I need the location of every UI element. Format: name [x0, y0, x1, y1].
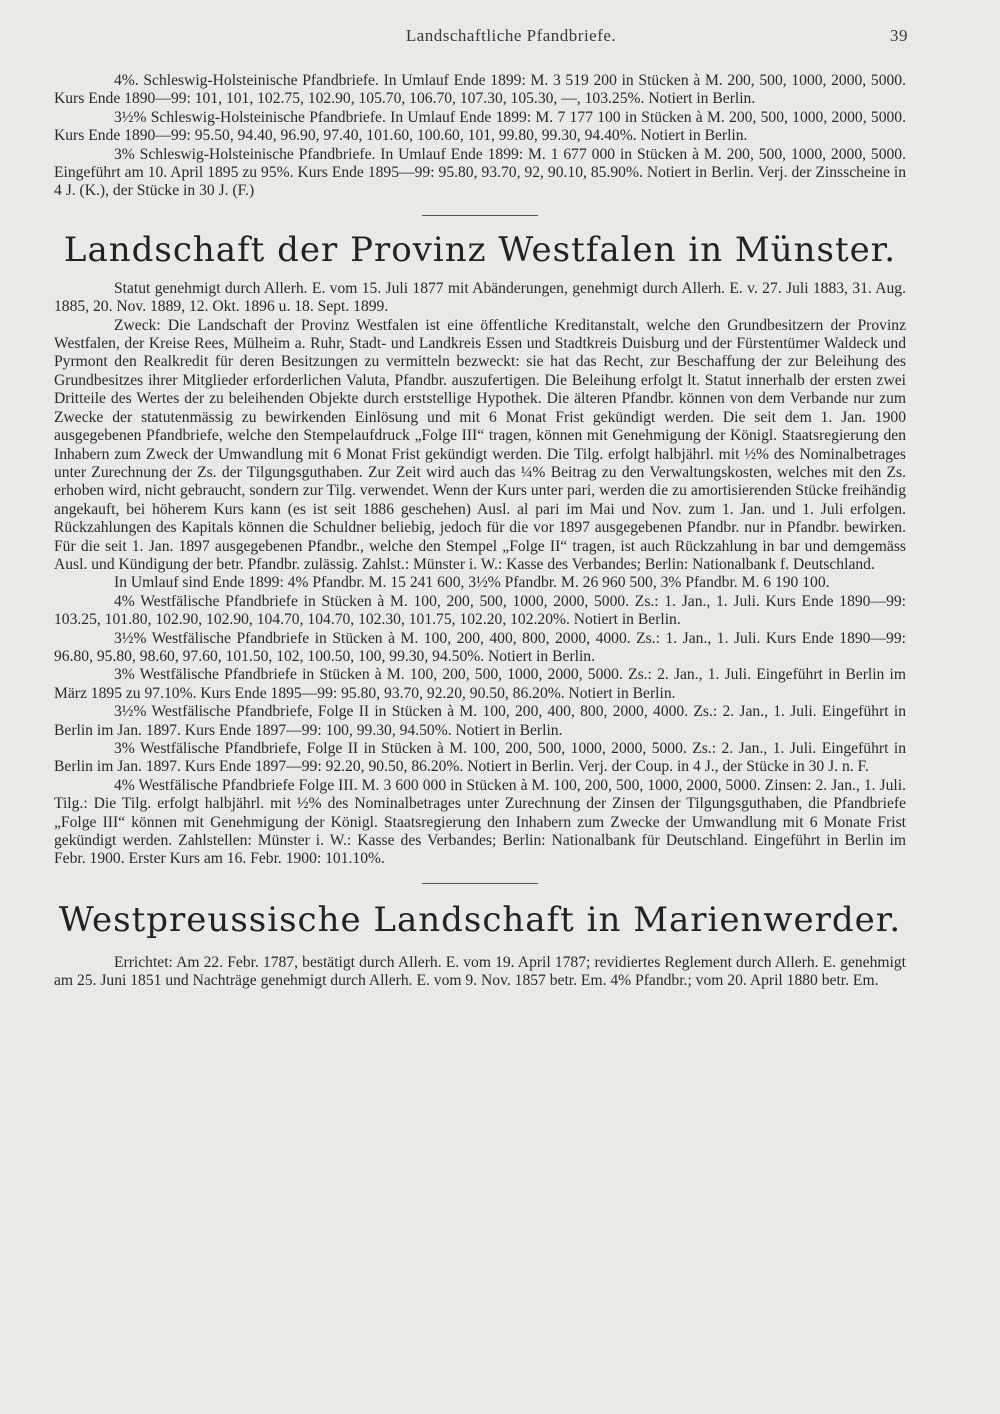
section-westfalen: [54, 280, 906, 869]
separator-rule: [422, 883, 538, 884]
paragraph: 3½% Westfälische Pfandbriefe in Stücken à M. 100, 200, 400, 800, 2000, 4000. Zs.: 1. Jan., 1. Juli. Kurs Ende 1890—99: 96.80, 95.80, 98.60, 97.60, 101.50, 102, 100.50, 100, 99.30, 94.50%. Notiert in Berlin.: [54, 629, 906, 665]
paragraph: 3½% Schleswig-Holsteinische Pfandbriefe. In Umlauf Ende 1899: M. 7 177 100 in Stücken à M. 200, 500, 1000, 2000, 5000. Kurs Ende 1890—99: 95.50, 94.40, 96.90, 97.40, 101.60, 100.60, 101, 99.80, 99.30, 94.40%. Notiert in Berlin.: [54, 108, 906, 145]
section-westpreussen: [54, 954, 906, 991]
paragraph: 3% Westfälische Pfandbriefe, Folge II in Stücken à M. 100, 200, 500, 1000, 2000, 5000. Zs.: 2. Jan., 1. Juli. Eingeführt in Berlin im Jan. 1897. Kurs Ende 1897—99: 92.20, 90.50, 86.20%. Notiert in Berlin. Verj. der Coup. in 4 J., der Stücke in 30 J. n. F.: [54, 740, 906, 776]
paragraph: Errichtet: Am 22. Febr. 1787, bestätigt durch Allerh. E. vom 19. April 1787; revidiertes Reglement durch Allerh. E. genehmigt am 25. Juni 1851 und Nachträge genehmigt durch Allerh. E. vom 9. Nov. 1857 betr. Em. 4% Pfandbr.; vom 20. April 1880 betr. Em.: [54, 953, 906, 990]
paragraph: 4% Westfälische Pfandbriefe Folge III. M. 3 600 000 in Stücken à M. 100, 200, 500, 1000, 2000, 5000. Zinsen: 2. Jan., 1. Juli. Tilg.: Die Tilg. erfolgt halbjährl. mit ½% des Nominalbetrages unter Zurechnung der Zinsen der Tilgungsguthaben, die Pfandbriefe „Folge III“ können mit Genehmigung der Königl. Staatsregierung den Inhabern zum Zwecke der Umwandlung mit 6 Monate Frist gekündigt werden. Zahlstellen: Münster i. W.: Kasse des Verbandes; Berlin: Nationalbank für Deutschland. Eingeführt in Berlin im Febr. 1900. Erster Kurs am 16. Febr. 1900: 101.10%.: [54, 776, 906, 868]
paragraph: 3% Schleswig-Holsteinische Pfandbriefe. In Umlauf Ende 1899: M. 1 677 000 in Stücken à M. 200, 500, 1000, 2000, 5000. Eingeführt am 10. April 1895 zu 95%. Kurs Ende 1895—99: 95.80, 93.70, 92, 90.10, 85.90%. Notiert in Berlin. Verj. der Zinsscheine in 4 J. (K.), der Stücke in 30 J. (F.): [54, 145, 906, 200]
running-head-title: Landschaftliche Pfandbriefe.: [405, 26, 617, 45]
running-head: [112, 26, 908, 46]
paragraph: In Umlauf sind Ende 1899: 4% Pfandbr. M. 15 241 600, 3½% Pfandbr. M. 26 960 500, 3% Pfandbr. M. 6 190 100.: [114, 574, 830, 592]
separator-rule: [422, 215, 538, 216]
top-section: [54, 72, 906, 201]
paragraph: 3½% Westfälische Pfandbriefe, Folge II in Stücken à M. 100, 200, 400, 800, 2000, 4000. Zs.: 2. Jan., 1. Juli. Eingeführt in Berlin im Jan. 1897. Kurs Ende 1897—99: 100, 99.30, 94.50%. Notiert in Berlin.: [54, 703, 906, 739]
section-heading: Landschaft der Provinz Westfalen in Münster.: [63, 229, 897, 270]
paragraph: 3% Westfälische Pfandbriefe in Stücken à M. 100, 200, 500, 1000, 2000, 5000. Zs.: 2. Jan., 1. Juli. Eingeführt in Berlin im März 1895 zu 97.10%. Kurs Ende 1895—99: 95.80, 93.70, 92.20, 90.50, 86.20%. Notiert in Berlin.: [54, 666, 906, 702]
page-number: 39: [890, 26, 908, 45]
paragraph: 4% Westfälische Pfandbriefe in Stücken à M. 100, 200, 500, 1000, 2000, 5000. Zs.: 1. Jan., 1. Juli. Kurs Ende 1890—99: 103.25, 101.80, 102.90, 102.90, 104.70, 104.70, 102.30, 101.75, 102.20, 102.20%. Notiert in Berlin.: [54, 592, 906, 629]
paragraph: Zweck: Die Landschaft der Provinz Westfalen ist eine öffentliche Kreditanstalt, welche den Grundbesitzern der Provinz Westfalen, der Kreise Rees, Mülheim a. Ruhr, Stadt- und Landkreis Essen und Stadtkreis Duisburg und der Fürstentümer Waldeck und Pyrmont den Realkredit für deren Besitzungen zu vermitteln bezweckt: sie hat das Recht, zur Beschaffung der zur Beleihung des Grundbesitzes ihrer Mitglieder erforderlichen Valuta, Pfandbr. auszufertigen. Die Beleihung erfolgt lt. Statut innerhalb der ersten zwei Dritteile des Wertes der zu beleihenden Objekte durch erststellige Hypothek. Die älteren Pfandbr. können von dem Verbande nur zum Zwecke der statutenmässig zu bewirkenden Einlösung und mit 6 Monat Frist gekündigt werden. Die seit dem 1. Jan. 1900 ausgegebenen Pfandbriefe, welche den Stempelaufdruck „Folge III“ tragen, können mit Genehmigung der Königl. Staatsregierung den Inhabern zum Zweck der Umwandlung mit 6 Monat Frist gekündigt werden. Die Tilg. erfolgt halbjährl. mit ½% des Nominalbetrages unter Zurechnung der Zs. der Tilgungsguthaben. Zur Zeit wird auch das ¼% Beitrag zu den Verwaltungskosten, welches mit den Zs. erhoben wird, nicht gebraucht, sondern zur Tilg. verwendet. Wenn der Kurs unter pari, werden die zu amortisierenden Stücke freihändig angekauft, bei höherem Kurs kann (es ist seit 1886 geschehen) Ausl. al pari im Mai und Nov. zum 1. Jan. und 1. Juli erfolgen. Rückzahlungen des Kapitals können die Schuldner beliebig, jedoch für die vor 1897 ausgegebenen Pfandbr. nur in Pfandbr. bewirken. Für die seit 1. Jan. 1897 ausgegebenen Pfandbr., welche den Stempel „Folge II“ tragen, ist auch Rückzahlung in bar und demgemäss Ausl. und Kündigung der betr. Pfandbr. zulässig. Zahlst.: Münster i. W.: Kasse des Verbandes; Berlin: Nationalbank f. Deutschland.: [54, 316, 906, 573]
paragraph: Statut genehmigt durch Allerh. E. vom 15. Juli 1877 mit Abänderungen, genehmigt durch Allerh. E. v. 27. Juli 1883, 31. Aug. 1885, 20. Nov. 1889, 12. Okt. 1896 u. 18. Sept. 1899.: [54, 279, 906, 316]
section-heading: Westpreussische Landschaft in Marienwerder.: [58, 899, 902, 940]
paragraph: 4%. Schleswig-Holsteinische Pfandbriefe. In Umlauf Ende 1899: M. 3 519 200 in Stücken à M. 200, 500, 1000, 2000, 5000. Kurs Ende 1890—99: 101, 101, 102.75, 102.90, 105.70, 106.70, 107.30, 105.30, —, 103.25%. Notiert in Berlin.: [54, 72, 906, 108]
